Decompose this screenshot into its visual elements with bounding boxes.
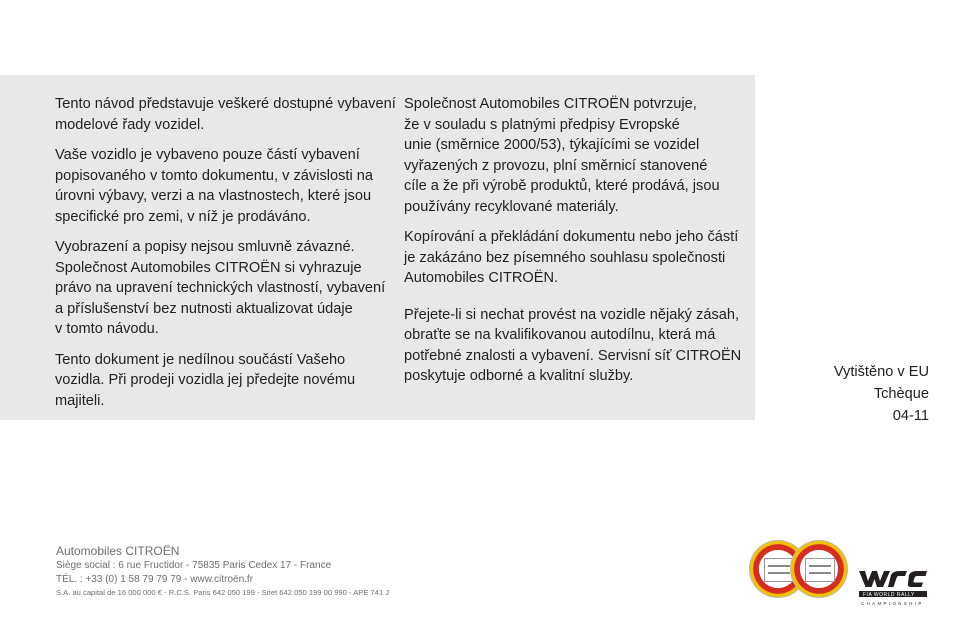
edition-code: 04-11: [892, 408, 929, 424]
print-info: [834, 361, 929, 427]
company-name: Automobiles CITROËN: [56, 544, 180, 558]
wrc-logo-icon: [857, 567, 929, 607]
legal-info: S.A. au capital de 16 000 000 € - R.C.S. Paris 642 050 199 - Siret 642 050 199 00 990 - APE 741 J: [56, 588, 390, 597]
head-office: Siège social : 6 rue Fructidor - 75835 Paris Cedex 17 - France: [56, 560, 332, 571]
paragraph-disclaimer: Vyobrazení a popisy nejsou smluvně závazné. Společnost Automobiles CITROËN si vyhrazuje právo na upravení technických vlastností, vybavení a příslušenství bez nutnosti aktualizovat údaje v tomto návodu.: [55, 239, 386, 337]
printed-in: Vytištěno v EU: [833, 364, 929, 380]
language: Tchèque: [873, 386, 929, 402]
left-column: [55, 94, 400, 421]
paragraph-recycling: Společnost Automobiles CITROËN potvrzuje, že v souladu s platnými předpisy Evropské unie (směrnice 2000/53), týkajícími se vozidel vyřazených z provozu, plní směrnicí stanovené cíle a že při výrobě produktů, které prodává, jsou používány recyklované materiály.: [404, 96, 720, 215]
svg-text:CHAMPIONSHIP: CHAMPIONSHIP: [861, 601, 924, 606]
paragraph-service: Přejete-li si nechat provést na vozidle nějaký zásah, obraťte se na kvalifikovanou autodílnu, která má potřebné znalosti a vybavení. Servisní síť CITROËN poskytuje odborné a kvalitní služby.: [404, 306, 742, 384]
right-column: [404, 94, 749, 397]
paragraph-equipment: Vaše vozidlo je vybaveno pouze částí vybavení popisovaného v tomto dokumentu, v závislosti na úrovni výbavy, verzi a na vlastnostech, které jsou specifické pro zemi, v níž je prodáváno.: [55, 147, 373, 225]
sebastien-loeb-champion-badge-icon: [790, 540, 848, 598]
company-address: [56, 543, 389, 599]
paragraph-copyright: Kopírování a překládání dokumentu nebo jeho částí je zakázáno bez písemného souhlasu společnosti Automobiles CITROËN.: [404, 229, 739, 286]
paragraph-ownership: Tento dokument je nedílnou součástí Vašeho vozidla. Při prodeji vozidla jej předejte novému majiteli.: [55, 351, 356, 409]
contact-phone: TÉL. : +33 (0) 1 58 79 79 79 - www.citroën.fr: [56, 574, 254, 585]
paragraph-scope: Tento návod představuje veškeré dostupné vybavení modelové řady vozidel.: [55, 96, 396, 133]
svg-text:FIA WORLD RALLY: FIA WORLD RALLY: [863, 592, 915, 598]
